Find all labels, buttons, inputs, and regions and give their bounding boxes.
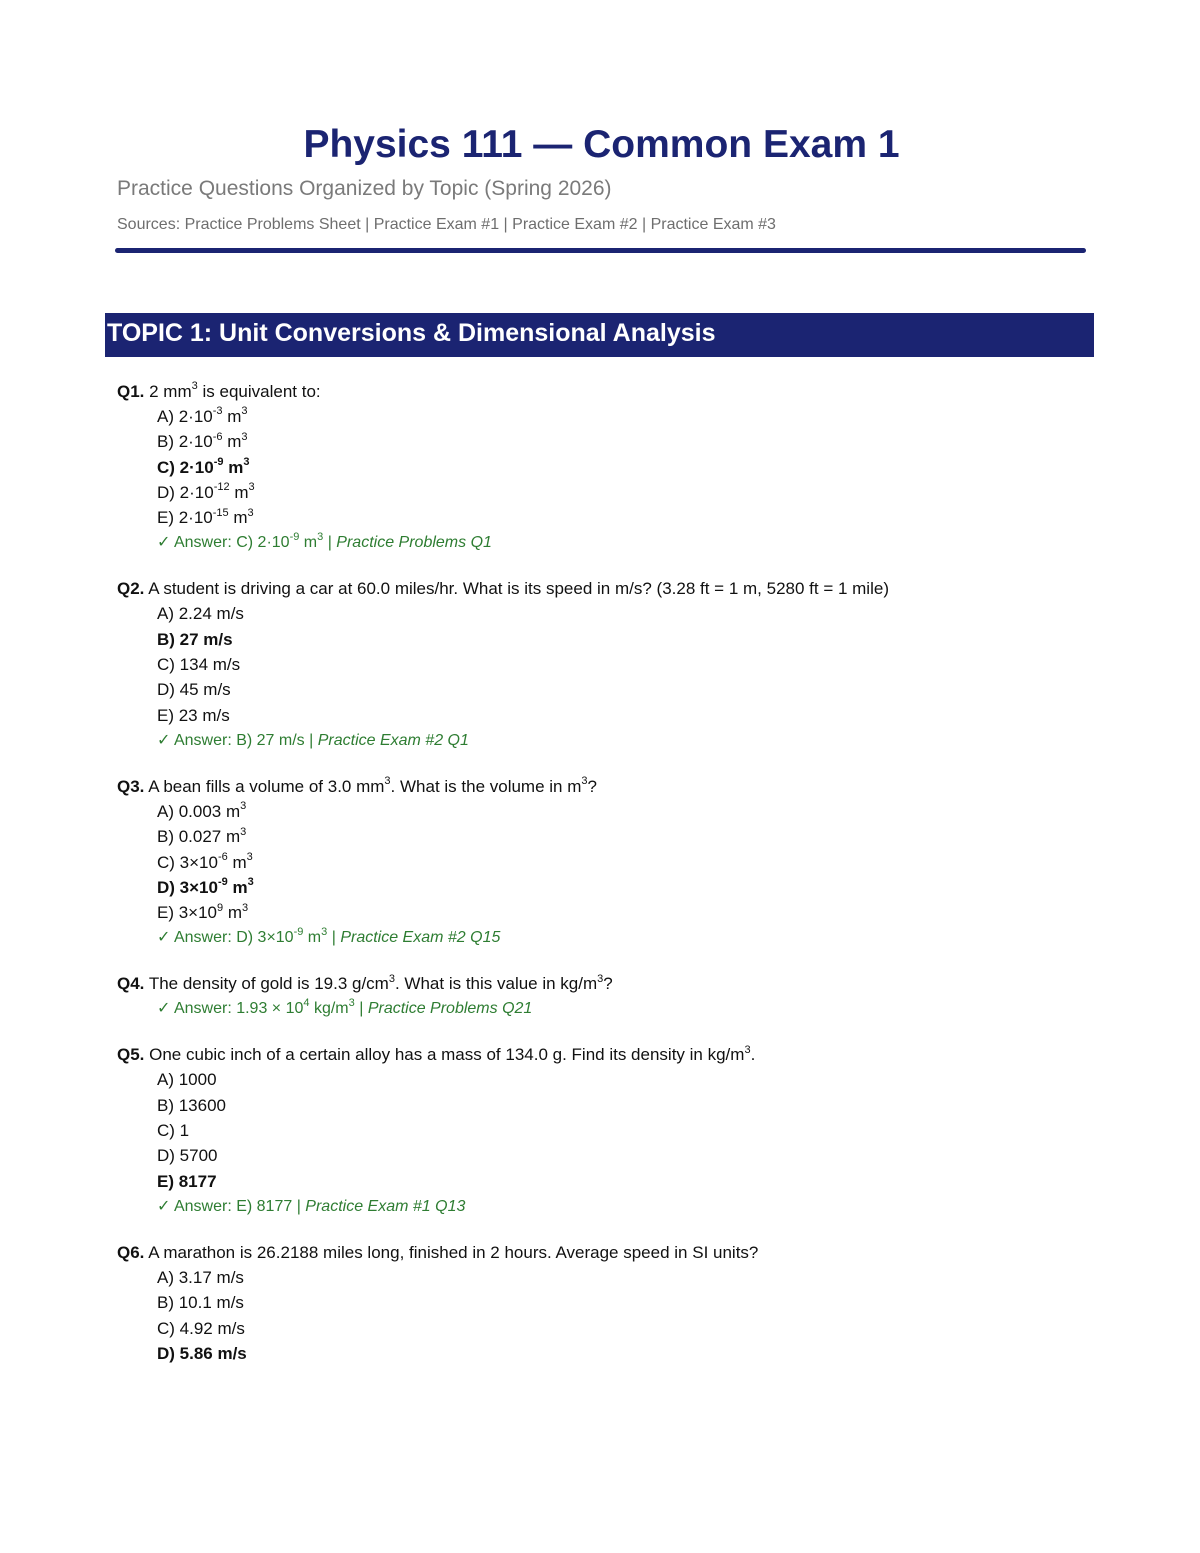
answer-options	[117, 601, 1077, 727]
answer-option: E) $2\cdot 10^{-15}$ $m^3$	[157, 506, 254, 528]
sources-line: Sources: Practice Problems Sheet | Practice Exam #1 | Practice Exam #2 | Practice Exam #3	[117, 216, 776, 233]
question-stem	[117, 380, 1077, 404]
question-stem	[117, 775, 1077, 799]
question-block	[117, 577, 1077, 752]
answer-option: A) $2\cdot 10^{-3}$ $m^3$	[157, 405, 248, 426]
answer-option: B) $2\cdot 10^{-6}$ $m^3$	[157, 430, 248, 452]
question-block	[117, 1043, 1077, 1218]
answer-option: D) 5700	[157, 1146, 218, 1166]
correct-option: B) 27 m/s	[157, 629, 233, 649]
page-subtitle: Practice Questions Organized by Topic (Spring 2026)	[117, 177, 612, 200]
answer-option: A) 3.17 m/s	[157, 1267, 244, 1287]
document-header	[117, 120, 1086, 235]
answer-options	[117, 799, 1077, 925]
question-stem	[117, 1043, 1077, 1067]
question-stem	[117, 1241, 1077, 1265]
question-block	[117, 380, 1077, 555]
answer-source: Practice Exam #2 Q1	[317, 731, 469, 749]
answer-source: Practice Exam #2 Q15	[340, 929, 501, 947]
question-number: Q5.	[117, 1045, 145, 1065]
question-number: Q3.	[117, 776, 145, 796]
answer-text: ✓ Answer: E) 8177 |	[157, 1197, 306, 1215]
question-number: Q2.	[117, 579, 145, 599]
question-stem	[117, 577, 1077, 601]
answer-key	[117, 996, 1077, 1021]
answer-key	[117, 530, 1077, 555]
answer-key	[117, 1194, 1077, 1219]
correct-option: E) 8177	[157, 1171, 217, 1191]
answer-text: ✓ Answer: $1.93 \times 10^4$ $kg/m^3$ |	[157, 997, 368, 1018]
question-list	[117, 380, 1077, 1388]
answer-option: C) 4.92 m/s	[157, 1318, 245, 1338]
answer-option: D) 45 m/s	[157, 680, 231, 700]
answer-source: Practice Problems Q1	[336, 534, 492, 552]
page-title: Physics 111 — Common Exam 1	[303, 123, 900, 166]
answer-source: Practice Exam #1 Q13	[305, 1197, 466, 1215]
question-text: 2 $mm^3$ is equivalent to:	[144, 380, 321, 401]
answer-key	[117, 728, 1077, 753]
answer-option: A) 0.003 $m^3$	[157, 800, 247, 821]
question-text: A bean fills a volume of 3.0 $mm^3$. What is the volume in $m^3$?	[144, 775, 597, 796]
answer-option: D) $2\cdot 10^{-12}$ $m^3$	[157, 481, 255, 502]
answer-options	[117, 404, 1077, 530]
answer-option: C) $3\times 10^{-6}$ $m^3$	[157, 850, 253, 872]
question-number: Q4.	[117, 974, 145, 994]
answer-key	[117, 925, 1077, 950]
answer-options	[117, 1067, 1077, 1193]
answer-text: ✓ Answer: D) $3\times 10^{-9}$ $m^3$ |	[157, 926, 341, 947]
question-number: Q6.	[117, 1242, 145, 1262]
question-stem	[117, 972, 1077, 996]
question-block	[117, 775, 1077, 950]
answer-option: E) $3\times 10^9$ $m^3$	[157, 901, 249, 923]
answer-option: A) 1000	[157, 1070, 217, 1090]
correct-option: C) $2\cdot 10^{-9}$ $m^3$	[157, 455, 250, 477]
question-block	[117, 1241, 1077, 1366]
correct-option: D) 5.86 m/s	[157, 1343, 247, 1363]
answer-source: Practice Problems Q21	[367, 1000, 533, 1018]
answer-text: ✓ Answer: C) $2\cdot 10^{-9}$ $m^3$ |	[157, 531, 337, 552]
question-text: A student is driving a car at 60.0 miles/hr. What is its speed in m/s? (3.28 ft = 1 m, 5280 ft = 1 mile)	[144, 579, 889, 599]
correct-option: D) $3\times 10^{-9}$ $m^3$	[157, 876, 254, 897]
header-divider	[115, 248, 1086, 253]
topic-banner: TOPIC 1: Unit Conversions & Dimensional Analysis	[105, 313, 1094, 357]
answer-option: C) 1	[157, 1121, 190, 1141]
question-block	[117, 972, 1077, 1021]
answer-option: B) 10.1 m/s	[157, 1293, 244, 1313]
question-text: One cubic inch of a certain alloy has a mass of 134.0 g. Find its density in $kg/m^3$.	[144, 1043, 756, 1065]
answer-option: C) 134 m/s	[157, 655, 241, 675]
answer-option: A) 2.24 m/s	[157, 604, 244, 624]
answer-option: B) 0.027 $m^3$	[157, 825, 247, 847]
answer-options	[117, 1265, 1077, 1366]
answer-option: B) 13600	[157, 1095, 226, 1115]
question-text: The density of gold is 19.3 $g/cm^3$. What is this value in $kg/m^3$?	[144, 972, 613, 994]
answer-text: ✓ Answer: B) 27 m/s |	[157, 731, 318, 749]
question-number: Q1.	[117, 382, 145, 401]
answer-option: E) 23 m/s	[157, 705, 230, 725]
question-text: A marathon is 26.2188 miles long, finished in 2 hours. Average speed in SI units?	[144, 1242, 759, 1262]
